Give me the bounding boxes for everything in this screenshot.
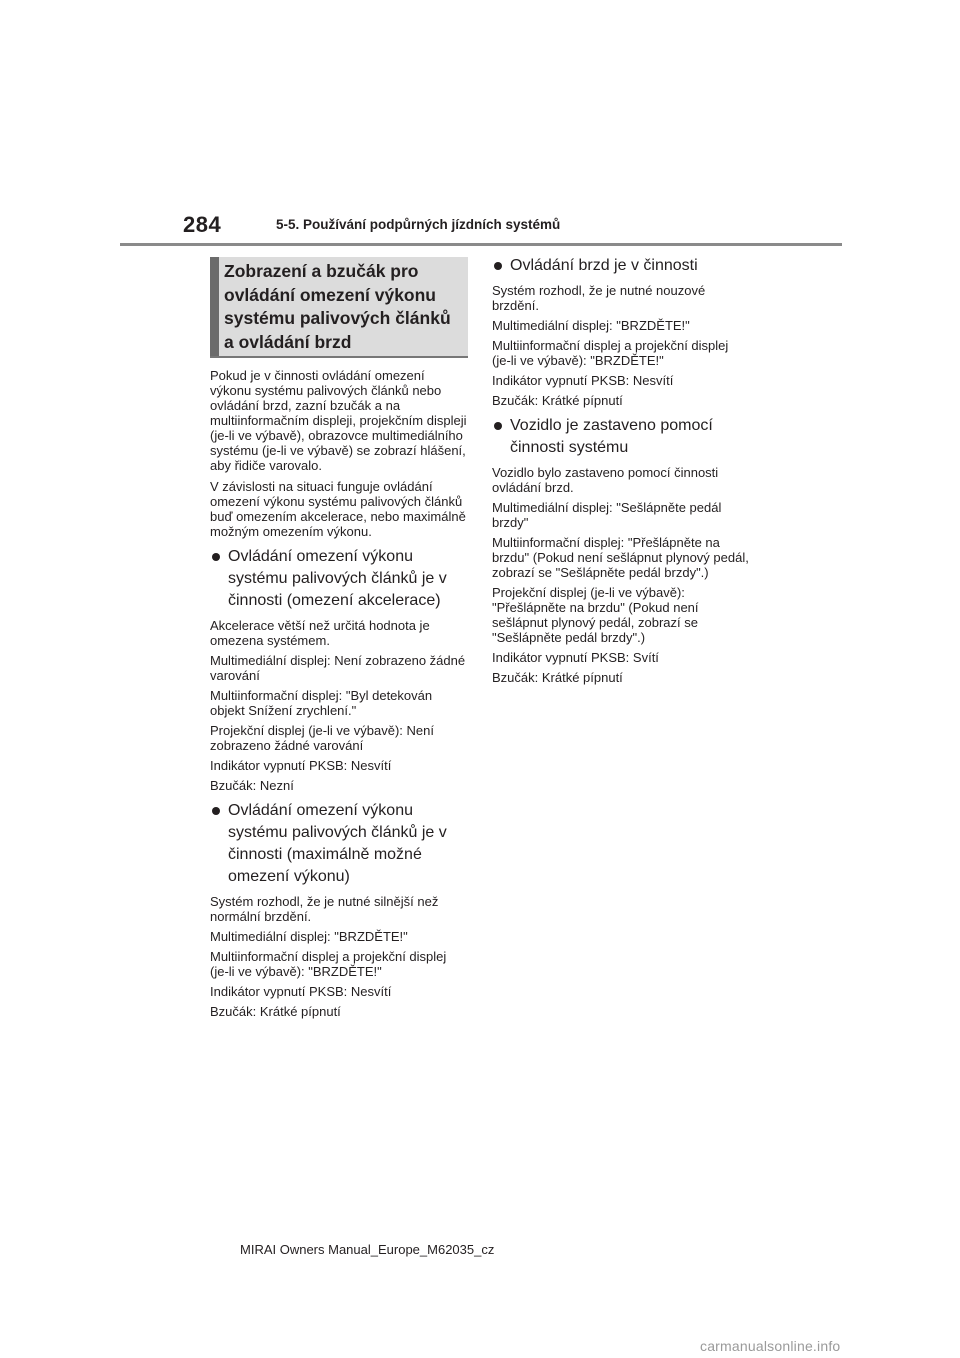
- bullet-title: Ovládání omezení výkonu systému palivových článků je v činnosti (omezení akcelerace): [228, 548, 447, 609]
- bullet-dot-icon: [212, 553, 220, 561]
- body-line: Multiinformační displej a projekční displej (je-li ve výbavě): "BRZDĚTE!": [210, 949, 447, 979]
- heading-title: Zobrazení a bzučák pro ovládání omezení výkonu systému palivových článků a ovládání brzd: [224, 261, 451, 352]
- body-line: Indikátor vypnutí PKSB: Svítí: [492, 650, 659, 665]
- body-line: Bzučák: Krátké pípnutí: [492, 670, 623, 685]
- body-line: Projekční displej (je-li ve výbavě): "Přešlápněte na brzdu" (Pokud není sešlápnut plynový pedál, zobrazí se "Sešlápněte pedál brzdy".): [492, 585, 699, 645]
- body-line: Multimediální displej: "BRZDĚTE!": [492, 318, 690, 333]
- body-line: Bzučák: Krátké pípnutí: [210, 1004, 341, 1019]
- heading-box: [210, 257, 468, 358]
- body-line: Indikátor vypnutí PKSB: Nesvítí: [492, 373, 674, 388]
- heading-accent-bar: [210, 257, 219, 356]
- body-line: Vozidlo bylo zastaveno pomocí činnosti ovládání brzd.: [492, 465, 719, 495]
- body-line: Multimediální displej: "BRZDĚTE!": [210, 929, 408, 944]
- body-line: Indikátor vypnutí PKSB: Nesvítí: [210, 758, 392, 773]
- bullet-title: Ovládání brzd je v činnosti: [510, 257, 698, 274]
- bullet-dot-icon: [494, 422, 502, 430]
- bullet-dot-icon: [494, 262, 502, 270]
- body-line: Bzučák: Krátké pípnutí: [492, 393, 623, 408]
- watermark: carmanualsonline.info: [700, 1338, 841, 1354]
- body-line: Multiinformační displej: "Přešlápněte na brzdu" (Pokud není sešlápnut plynový pedál, zobrazí se "Sešlápněte pedál brzdy".): [492, 535, 749, 580]
- body-line: Systém rozhodl, že je nutné silnější než normální brzdění.: [210, 894, 439, 924]
- bullet-title: Ovládání omezení výkonu systému palivových článků je v činnosti (maximálně možné omezení výkonu): [228, 802, 447, 885]
- header-divider: [120, 243, 842, 246]
- body-line: Multiinformační displej: "Byl detekován objekt Snížení zrychlení.": [210, 688, 433, 718]
- bullet-heading-vehicle-stopped: [492, 415, 750, 459]
- intro-paragraph-2: V závislosti na situaci funguje ovládání omezení výkonu systému palivových článků buď omezením akcelerace, nebo maximálně možným omezením výkonu.: [210, 479, 466, 539]
- bullet-heading-acceleration-limit: [210, 546, 468, 612]
- bullet-heading-brake-control: [492, 255, 750, 277]
- body-line: Multimediální displej: Není zobrazeno žádné varování: [210, 653, 466, 683]
- page-number: 284: [183, 212, 222, 237]
- body-line: Systém rozhodl, že je nutné nouzové brzdění.: [492, 283, 706, 313]
- left-column: [210, 368, 468, 1024]
- body-line: Multiinformační displej a projekční displej (je-li ve výbavě): "BRZDĚTE!": [492, 338, 729, 368]
- bullet-title: Vozidlo je zastaveno pomocí činnosti systému: [510, 417, 713, 456]
- body-line: Projekční displej (je-li ve výbavě): Není zobrazeno žádné varování: [210, 723, 434, 753]
- section-title: 5-5. Používání podpůrných jízdních systémů: [276, 217, 561, 232]
- footer-manual-id: MIRAI Owners Manual_Europe_M62035_cz: [240, 1242, 495, 1257]
- bullet-dot-icon: [212, 807, 220, 815]
- right-column: [492, 255, 750, 690]
- body-line: Multimediální displej: "Sešlápněte pedál brzdy": [492, 500, 722, 530]
- body-line: Indikátor vypnutí PKSB: Nesvítí: [210, 984, 392, 999]
- bullet-heading-max-power-limit: [210, 800, 468, 888]
- body-line: Akcelerace větší než určitá hodnota je omezena systémem.: [210, 618, 430, 648]
- body-line: Bzučák: Nezní: [210, 778, 294, 793]
- intro-paragraph: Pokud je v činnosti ovládání omezení výkonu systému palivových článků nebo ovládání brzd, zazní bzučák a na multiinformačním displeji, projekčním displeji (je-li ve výbavě), obrazovce multimediálního systému (je-li ve výbavě) se zobrazí hlášení, aby řidiče varovalo.: [210, 368, 467, 473]
